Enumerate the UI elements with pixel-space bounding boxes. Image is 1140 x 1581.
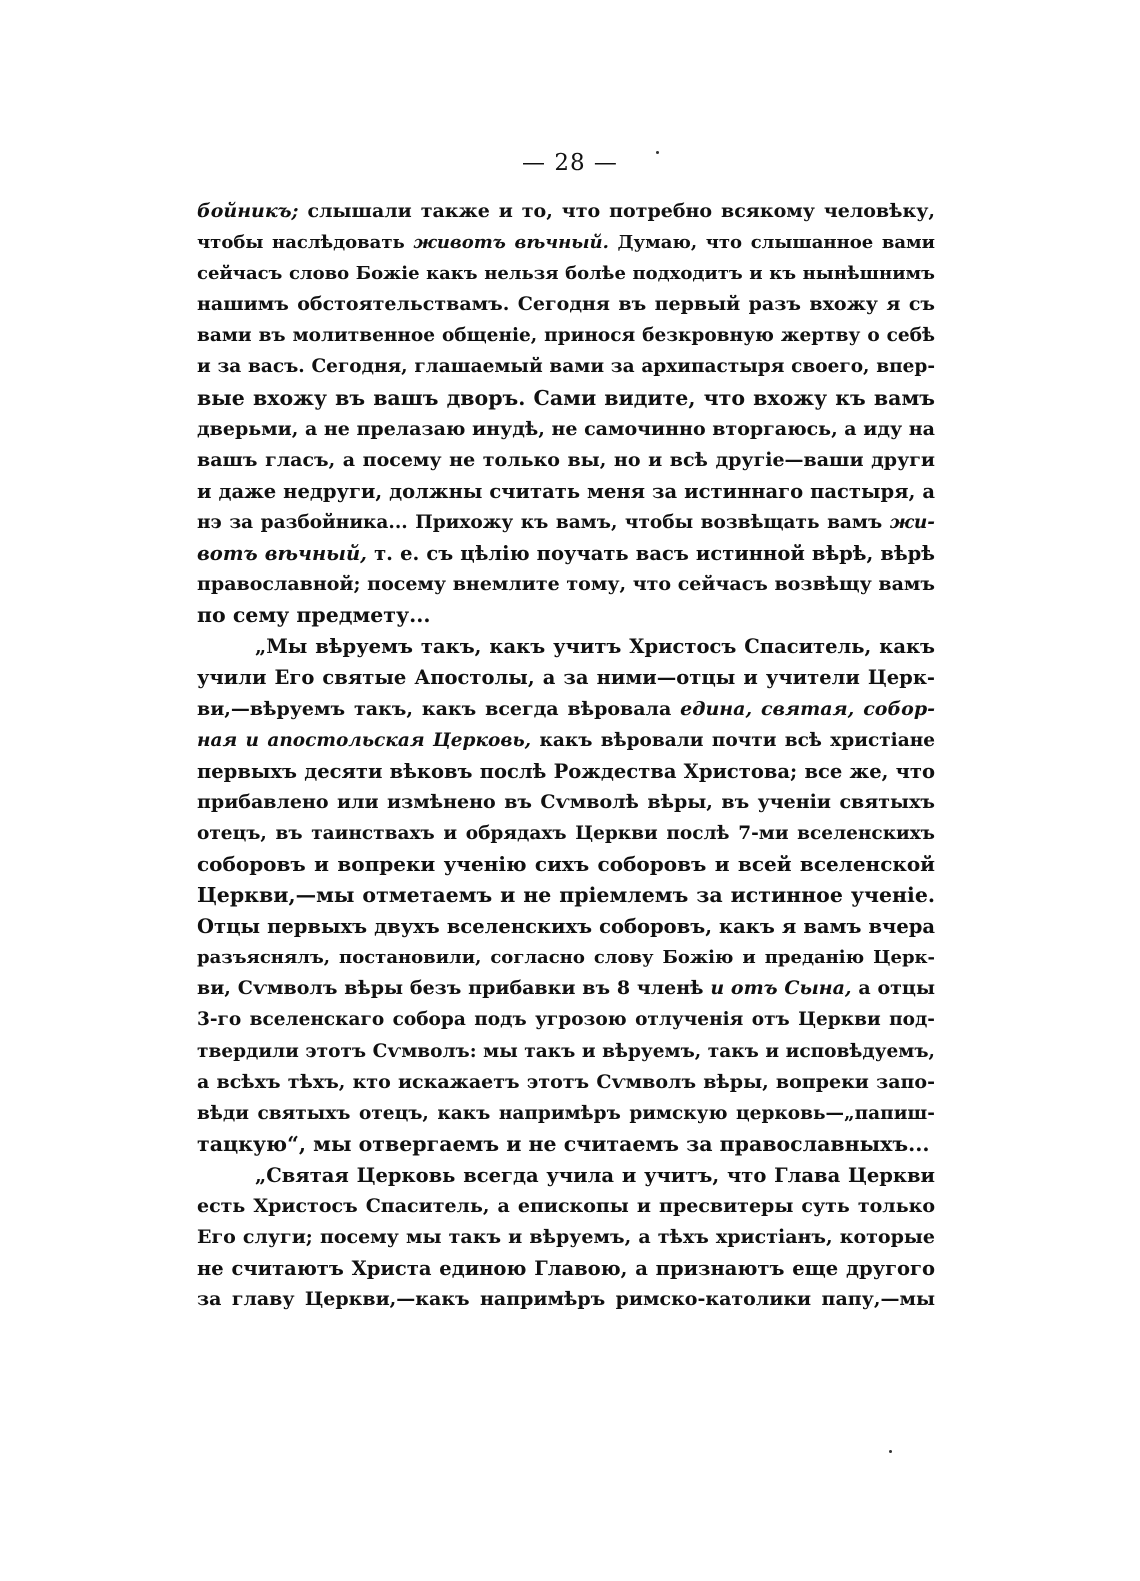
text-line: вѣди святыхъ отецъ, какъ напримѣръ римскую церковь—„папиш- — [197, 1102, 935, 1124]
print-speck — [889, 1450, 892, 1453]
text-line: первыхъ десяти вѣковъ послѣ Рождества Христова; все же, что — [197, 759, 935, 783]
text-line: за главу Церкви,—какъ напримѣръ римско-католики папу,—мы — [197, 1288, 935, 1311]
text-line: не считаютъ Христа единою Главою, а признаютъ еще другого — [197, 1257, 935, 1281]
text-line: 3-го вселенскаго собора подъ угрозою отлученія отъ Церкви под- — [197, 1009, 935, 1031]
text-line: нэ за разбойника... Прихожу къ вамъ, чтобы возвѣщать вамъ жи- — [197, 511, 935, 533]
text-line: нашимъ обстоятельствамъ. Сегодня въ первый разъ вхожу я съ — [197, 293, 935, 316]
text-line: соборовъ и вопреки ученію сихъ соборовъ и всей вселенской — [197, 851, 935, 876]
text-line: „Святая Церковь всегда учила и учитъ, что Глава Церкви — [255, 1163, 935, 1187]
text-line: ви,—вѣруемъ такъ, какъ всегда вѣровала едина, святая, собор- — [197, 697, 936, 720]
text-line: Отцы первыхъ двухъ вселенскихъ соборовъ, какъ я вамъ вчера — [197, 915, 935, 939]
text-line: вами въ молитвенное общеніе, принося безкровную жертву о себѣ — [197, 325, 935, 347]
text-line: дверьми, а не прелазаю инудѣ, не самочинно вторгаюсь, а иду на — [197, 417, 935, 440]
text-line: и даже недруги, должны считать меня за истиннаго пастыря, а — [197, 479, 935, 503]
text-line: Церкви,—мы отметаемъ и не пріемлемъ за истинное ученіе. — [197, 883, 935, 908]
text-line: бойникъ; слышали также и то, что потребно всякому человѣку, — [197, 200, 935, 222]
text-line: чтобы наслѣдовать животъ вѣчный. Думаю, что слышанное вами — [197, 232, 935, 254]
text-line: разъяснялъ, постановили, согласно слову Божію и преданію Церк- — [197, 947, 935, 969]
text-line: Его слуги; посему мы такъ и вѣруемъ, а тѣхъ христіанъ, которые — [197, 1226, 935, 1249]
text-line: учили Его святые Апостолы, а за ними—отцы и учители Церк- — [197, 666, 935, 690]
text-line: твердили этотъ Сѵмволъ: мы такъ и вѣруемъ, такъ и исповѣдуемъ, — [197, 1040, 935, 1062]
print-speck — [656, 151, 659, 154]
text-line: „Мы вѣруемъ такъ, какъ учитъ Христосъ Спаситель, какъ — [255, 635, 935, 659]
body-text — [197, 196, 935, 1315]
text-line: и за васъ. Сегодня, глашаемый вами за архипастыря своего, впер- — [197, 356, 935, 378]
text-line: по сему предмету... — [197, 603, 431, 628]
text-line: отецъ, въ таинствахъ и обрядахъ Церкви послѣ 7-ми вселенскихъ — [197, 822, 935, 844]
text-line: сейчасъ слово Божіе какъ нельзя болѣе подходитъ и къ нынѣшнимъ — [197, 263, 935, 285]
page-number: — 28 — — [522, 150, 618, 176]
text-line: ви, Сѵмволъ вѣры безъ прибавки въ 8 членѣ и отъ Сына, а отцы — [197, 977, 936, 1000]
text-line: тацкую“, мы отвергаемъ и не считаемъ за православныхъ... — [197, 1131, 930, 1156]
text-line: а всѣхъ тѣхъ, кто искажаетъ этотъ Сѵмволъ вѣры, вопреки запо- — [197, 1070, 935, 1093]
text-line: ная и апостольская Церковь, какъ вѣровали почти всѣ христіане — [197, 729, 935, 751]
text-line: вотъ вѣчный, т. е. съ цѣлію поучать васъ истинной вѣрѣ, вѣрѣ — [197, 542, 936, 566]
text-line: вашъ гласъ, а посему не только вы, но и всѣ другіе—ваши други — [197, 448, 935, 471]
text-line: православной; посему внемлите тому, что сейчасъ возвѣщу вамъ — [197, 573, 935, 596]
text-line: прибавлено или измѣнено въ Сѵмволѣ вѣры, въ ученіи святыхъ — [197, 790, 935, 813]
text-line: вые вхожу въ вашъ дворъ. Сами видите, что вхожу къ вамъ — [197, 385, 935, 410]
text-line: есть Христосъ Спаситель, а епископы и пресвитеры суть только — [197, 1195, 935, 1217]
